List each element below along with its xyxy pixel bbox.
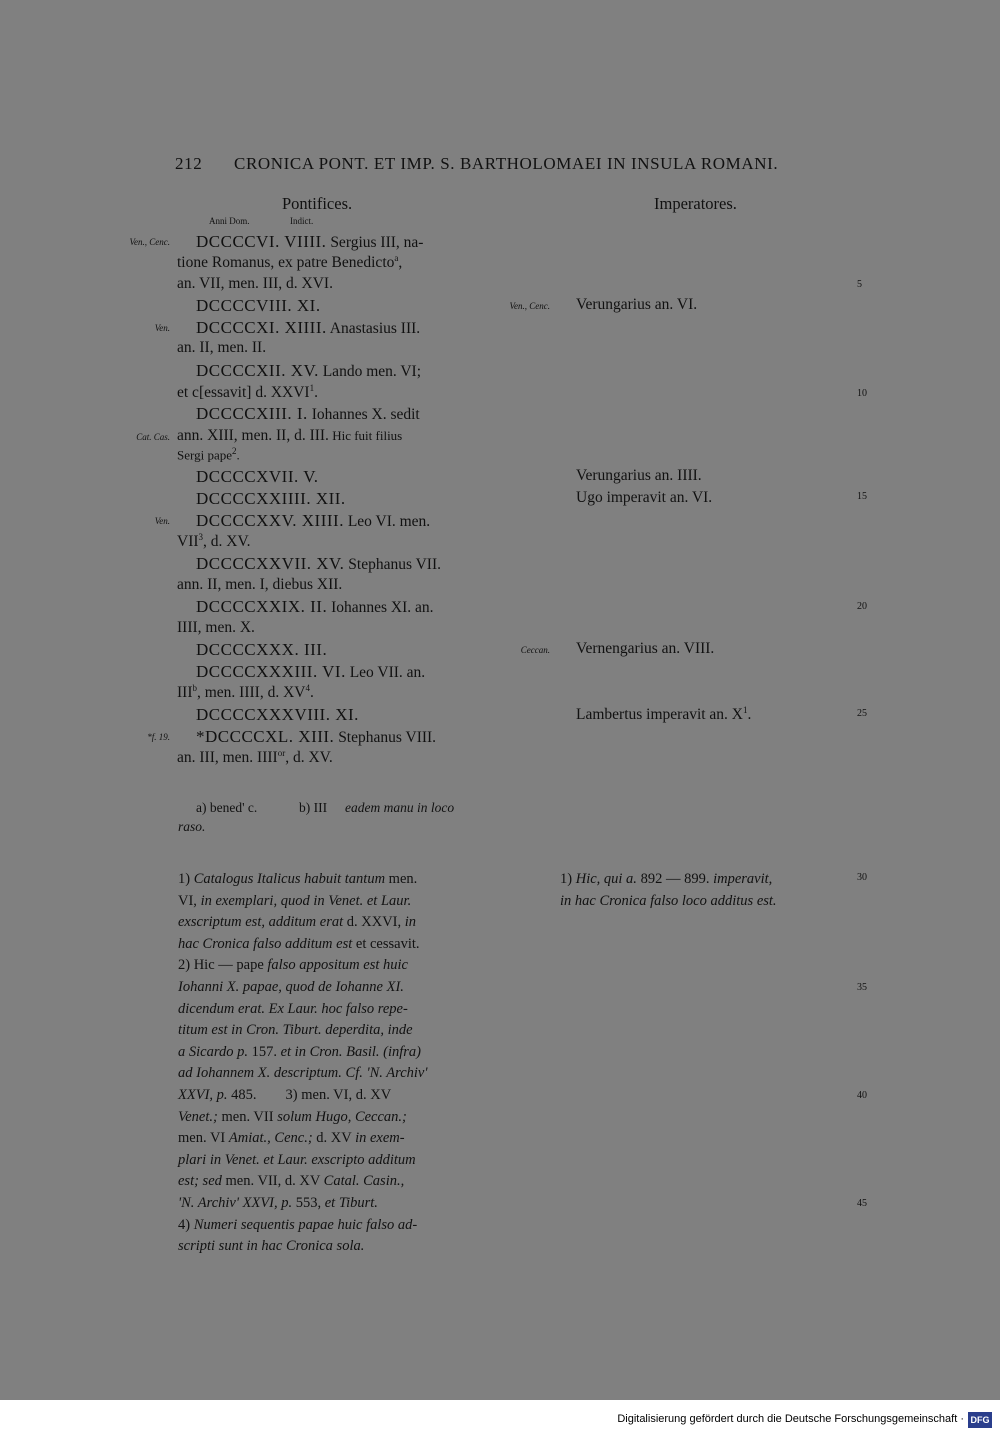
pontiff-text-small: Hic fuit filius <box>328 428 403 443</box>
pontiff-line <box>177 576 342 594</box>
pontiff-line <box>177 748 333 767</box>
pontiff-text: et c[essavit] d. XXVI <box>177 384 310 402</box>
footnote-segment: Numeri sequentis papae huic falso ad- <box>193 1216 418 1233</box>
footnote-segment: men. VII <box>217 1108 278 1125</box>
footnote-segment: et cessavit. <box>352 935 420 952</box>
emperor-text: Vernengarius an. VIII. <box>576 640 715 657</box>
pontiff-text-tail: , d. XV. <box>285 749 333 767</box>
pontiff-text-tail: . <box>309 684 314 702</box>
pontiff-text: Leo VI. men. <box>343 513 431 530</box>
line-number: 15 <box>857 491 867 502</box>
emperor-text: Lambertus imperavit an. X <box>576 706 744 724</box>
pontiff-text-tail: , <box>398 254 403 272</box>
pontiff-text: an. III, men. IIII <box>177 749 278 767</box>
year-indiction: DCCCCVI. VIIII. <box>196 232 327 251</box>
footnote-segment: men. <box>385 871 418 887</box>
footnote-line <box>560 871 772 888</box>
footnote-line <box>178 1130 405 1147</box>
year-indiction: DCCCCXIII. I. <box>196 404 308 423</box>
emperor-line <box>576 705 751 724</box>
footnote-segment: Venet.; <box>178 1108 218 1125</box>
footnote-line <box>178 871 417 888</box>
footnote-segment: men. VI <box>178 1130 229 1147</box>
pontiff-line <box>196 296 321 316</box>
footnote-segment: 2) Hic — pape <box>178 957 268 974</box>
pontiff-text: an. VII, men. III, d. XVI. <box>177 275 333 292</box>
line-number: 20 <box>857 601 867 612</box>
footnote-line <box>178 1238 364 1255</box>
page-number: 212 <box>175 154 203 173</box>
year-indiction: DCCCCXI. XIIII. <box>196 318 327 337</box>
footnote-segment: imperavit, <box>713 871 773 887</box>
pontiff-line <box>177 253 402 272</box>
pontifices-heading: Pontifices. <box>282 194 353 213</box>
pontiff-line <box>196 640 327 660</box>
pontiff-line <box>196 318 420 338</box>
footnote-line <box>560 893 777 910</box>
year-indiction: DCCCCXXXVIII. XI. <box>196 705 359 724</box>
footnote-segment: XXVI, p. <box>178 1087 228 1103</box>
footnote-segment: scripti sunt in hac Cronica sola. <box>178 1238 365 1255</box>
pontiff-text: Anastasius III. <box>326 320 421 337</box>
emperor-text: Ugo imperavit an. VI. <box>576 489 713 506</box>
footnote-segment: Catal. Casin., <box>323 1173 405 1190</box>
pontiff-line <box>177 339 266 357</box>
line-number: 40 <box>857 1090 867 1101</box>
footnote-line <box>178 979 404 996</box>
pontiff-text-tail: . <box>236 447 240 463</box>
year-indiction: DCCCCXXV. XIIII. <box>196 511 344 530</box>
year-indiction: DCCCCVIII. XI. <box>196 296 321 315</box>
apparatus-note-b-cont: raso. <box>178 819 206 834</box>
pontiff-line <box>177 383 318 402</box>
side-reference: Ven. <box>154 323 170 333</box>
pontiff-line <box>196 489 346 509</box>
note-ref: a <box>394 253 399 263</box>
footnote-segment: in <box>404 914 417 931</box>
year-indiction: DCCCCXXX. III. <box>196 640 328 659</box>
footnote-segment: in exem- <box>355 1130 405 1147</box>
footnote-segment: d. XV <box>312 1130 356 1147</box>
pontiff-line <box>196 597 434 617</box>
footnote-line <box>178 936 420 953</box>
footer-credit: Digitalisierung gefördert durch die Deutsche Forschungsgemeinschaft · <box>617 1413 964 1425</box>
pontiff-text: ann. II, men. I, diebus XII. <box>177 576 343 593</box>
note-ref: 2 <box>232 446 237 456</box>
pontiff-line <box>196 467 319 487</box>
pontiff-text: Lando men. VI; <box>318 363 422 380</box>
line-number: 25 <box>857 708 867 719</box>
emperor-text: Verungarius an. VI. <box>576 296 698 313</box>
side-reference: Ceccan. <box>520 645 550 655</box>
line-number: 30 <box>857 872 867 883</box>
year-indiction: DCCCCXII. XV. <box>196 361 319 380</box>
footnote-segment: titum est in Cron. Tiburt. deperdita, inde <box>178 1022 413 1039</box>
footnote-line <box>178 1065 427 1082</box>
footnote-segment: Catalogus Italicus habuit tantum <box>193 871 386 887</box>
pontiff-text: tione Romanus, ex patre Benedicto <box>177 254 395 272</box>
footnote-segment: in exemplari, quod in Venet. et Laur. <box>200 892 412 909</box>
pontiff-line <box>177 532 251 551</box>
side-reference: Cat. Cas. <box>136 432 170 442</box>
footnote-segment: ad Iohannem X. descriptum. Cf. 'N. Archiv' <box>178 1065 428 1082</box>
pontiff-line <box>196 404 420 424</box>
footnote-segment: est; sed <box>178 1173 222 1190</box>
note-ref: 4 <box>305 683 310 693</box>
pontiff-line <box>196 232 423 252</box>
pontiff-line <box>177 427 402 445</box>
pontiff-line <box>196 662 425 682</box>
year-indiction: DCCCCXXXIII. VI. <box>196 662 346 681</box>
footnote-segment: 553, <box>292 1195 325 1211</box>
indict-subheading: Indict. <box>290 216 314 226</box>
pontiff-text: Iohannes XI. an. <box>327 599 434 616</box>
footnote-segment: Iohanni X. papae, quod de Iohanne XI. <box>178 979 404 995</box>
side-reference: *f. 19. <box>147 732 170 742</box>
footer-bar <box>0 1400 1000 1434</box>
apparatus-note-b-label: b) III <box>299 800 328 815</box>
pontiff-text: Sergius III, na- <box>326 234 424 251</box>
footnote-segment: VI, <box>178 892 201 909</box>
apparatus-note-a: a) bened' c. <box>196 800 258 815</box>
footnote-segment: 485. 3) men. VI, d. XV <box>227 1087 392 1103</box>
footnote-line <box>178 1044 421 1061</box>
footnote-segment: falso appositum est huic <box>267 957 408 974</box>
footnote-line <box>178 1001 408 1018</box>
pontiff-text-tail: , men. IIII, d. XV <box>197 684 306 702</box>
pontiff-text-tail: . <box>314 384 318 402</box>
pontiff-text-tail: , d. XV. <box>203 533 251 551</box>
pontiff-line <box>177 683 314 702</box>
footnote-segment: et in Cron. Basil. (infra) <box>280 1043 422 1060</box>
dfg-logo: DFG <box>968 1412 992 1428</box>
note-ref: or <box>277 748 286 758</box>
footnote-segment: 'N. Archiv' XXVI, p. <box>178 1195 293 1211</box>
pontiff-line <box>196 361 421 381</box>
note-ref: 1 <box>743 705 748 715</box>
pontiff-line <box>196 727 436 747</box>
footnote-segment: solum Hugo, Ceccan.; <box>277 1108 407 1125</box>
footnote-line <box>178 1109 407 1126</box>
footnote-segment: et Tiburt. <box>324 1195 378 1211</box>
footnote-line <box>178 957 408 974</box>
footnote-line <box>178 1152 416 1169</box>
year-indiction: *DCCCCXL. XIII. <box>196 727 335 746</box>
pontiff-text: Sergi pape <box>177 447 232 463</box>
footnote-line <box>178 1087 391 1104</box>
pontiff-text: an. II, men. II. <box>177 339 267 356</box>
line-number: 5 <box>857 279 862 290</box>
note-ref: 1 <box>309 383 315 393</box>
footnote-segment: Amiat., Cenc.; <box>228 1130 313 1147</box>
pontiff-line <box>196 554 441 574</box>
pontiff-line <box>196 511 430 531</box>
footnote-segment: plari in Venet. et Laur. exscripto additum <box>178 1151 416 1168</box>
pontiff-line <box>177 446 240 463</box>
footnote-line <box>178 1022 413 1039</box>
footnote-segment: dicendum erat. Ex Laur. hoc falso repe- <box>178 1000 408 1017</box>
note-ref: b <box>192 683 197 693</box>
year-indiction: DCCCCXXIIII. XII. <box>196 489 346 508</box>
side-reference: Ven., Cenc. <box>129 237 170 247</box>
line-number: 45 <box>857 1198 867 1209</box>
footnote-line <box>178 1217 417 1234</box>
emperor-line <box>576 467 702 485</box>
footnote-segment: men. VII, d. XV <box>221 1173 324 1190</box>
emperor-line <box>576 640 714 658</box>
pontiff-line <box>177 275 333 293</box>
running-title: CRONICA PONT. ET IMP. S. BARTHOLOMAEI IN INSULA ROMANI. <box>234 154 779 173</box>
footnote-segment: 1) <box>560 871 576 887</box>
pontiff-line <box>196 705 359 725</box>
note-ref: 3 <box>198 532 204 542</box>
footnote-segment: in hac Cronica falso loco additus est. <box>560 892 777 909</box>
pontiff-text: Iohannes X. sedit <box>307 406 420 423</box>
pontiff-text: IIII, men. X. <box>177 619 255 636</box>
footnote-segment: exscriptum est, additum erat <box>178 914 344 931</box>
year-indiction: DCCCCXXIX. II. <box>196 597 328 616</box>
side-reference: Ven., Cenc. <box>509 301 550 311</box>
pontiff-text: Stephanus VII. <box>344 556 441 573</box>
pontiff-text: Leo VII. an. <box>345 664 426 681</box>
footnote-segment: 4) <box>178 1216 194 1233</box>
year-indiction: DCCCCXVII. V. <box>196 467 319 486</box>
footnote-segment: 1) <box>178 871 194 887</box>
footnote-segment: Hic, qui a. <box>575 871 637 887</box>
line-number: 10 <box>857 388 867 399</box>
pontiff-line <box>177 619 255 637</box>
emperor-line <box>576 296 697 314</box>
side-reference: Ven. <box>154 516 170 526</box>
anni-dom-subheading: Anni Dom. <box>209 216 250 226</box>
emperor-text: Verungarius an. IIII. <box>576 467 702 484</box>
footnote-segment: 157. <box>247 1043 281 1060</box>
footnote-segment: d. XXVI, <box>343 914 405 931</box>
emperor-line <box>576 489 712 507</box>
footnote-line <box>178 1195 378 1212</box>
pontiff-text: VII <box>177 533 199 551</box>
emperor-text-tail: . <box>747 706 752 724</box>
year-indiction: DCCCCXXVII. XV. <box>196 554 345 573</box>
footnote-segment: hac Cronica falso additum est <box>178 935 353 952</box>
footnote-line <box>178 1173 404 1190</box>
footnote-line <box>178 893 411 910</box>
pontiff-text: Stephanus VIII. <box>334 729 437 746</box>
pontiff-text: ann. XIII, men. II, d. III. <box>177 427 329 444</box>
imperatores-heading: Imperatores. <box>654 194 737 213</box>
footnote-segment: 892 — 899. <box>636 871 714 887</box>
pontiff-text: III <box>177 684 193 702</box>
line-number: 35 <box>857 982 867 993</box>
footnote-line <box>178 914 416 931</box>
footnote-segment: a Sicardo p. <box>178 1043 248 1060</box>
apparatus-note-b-text: eadem manu in loco <box>345 800 455 815</box>
